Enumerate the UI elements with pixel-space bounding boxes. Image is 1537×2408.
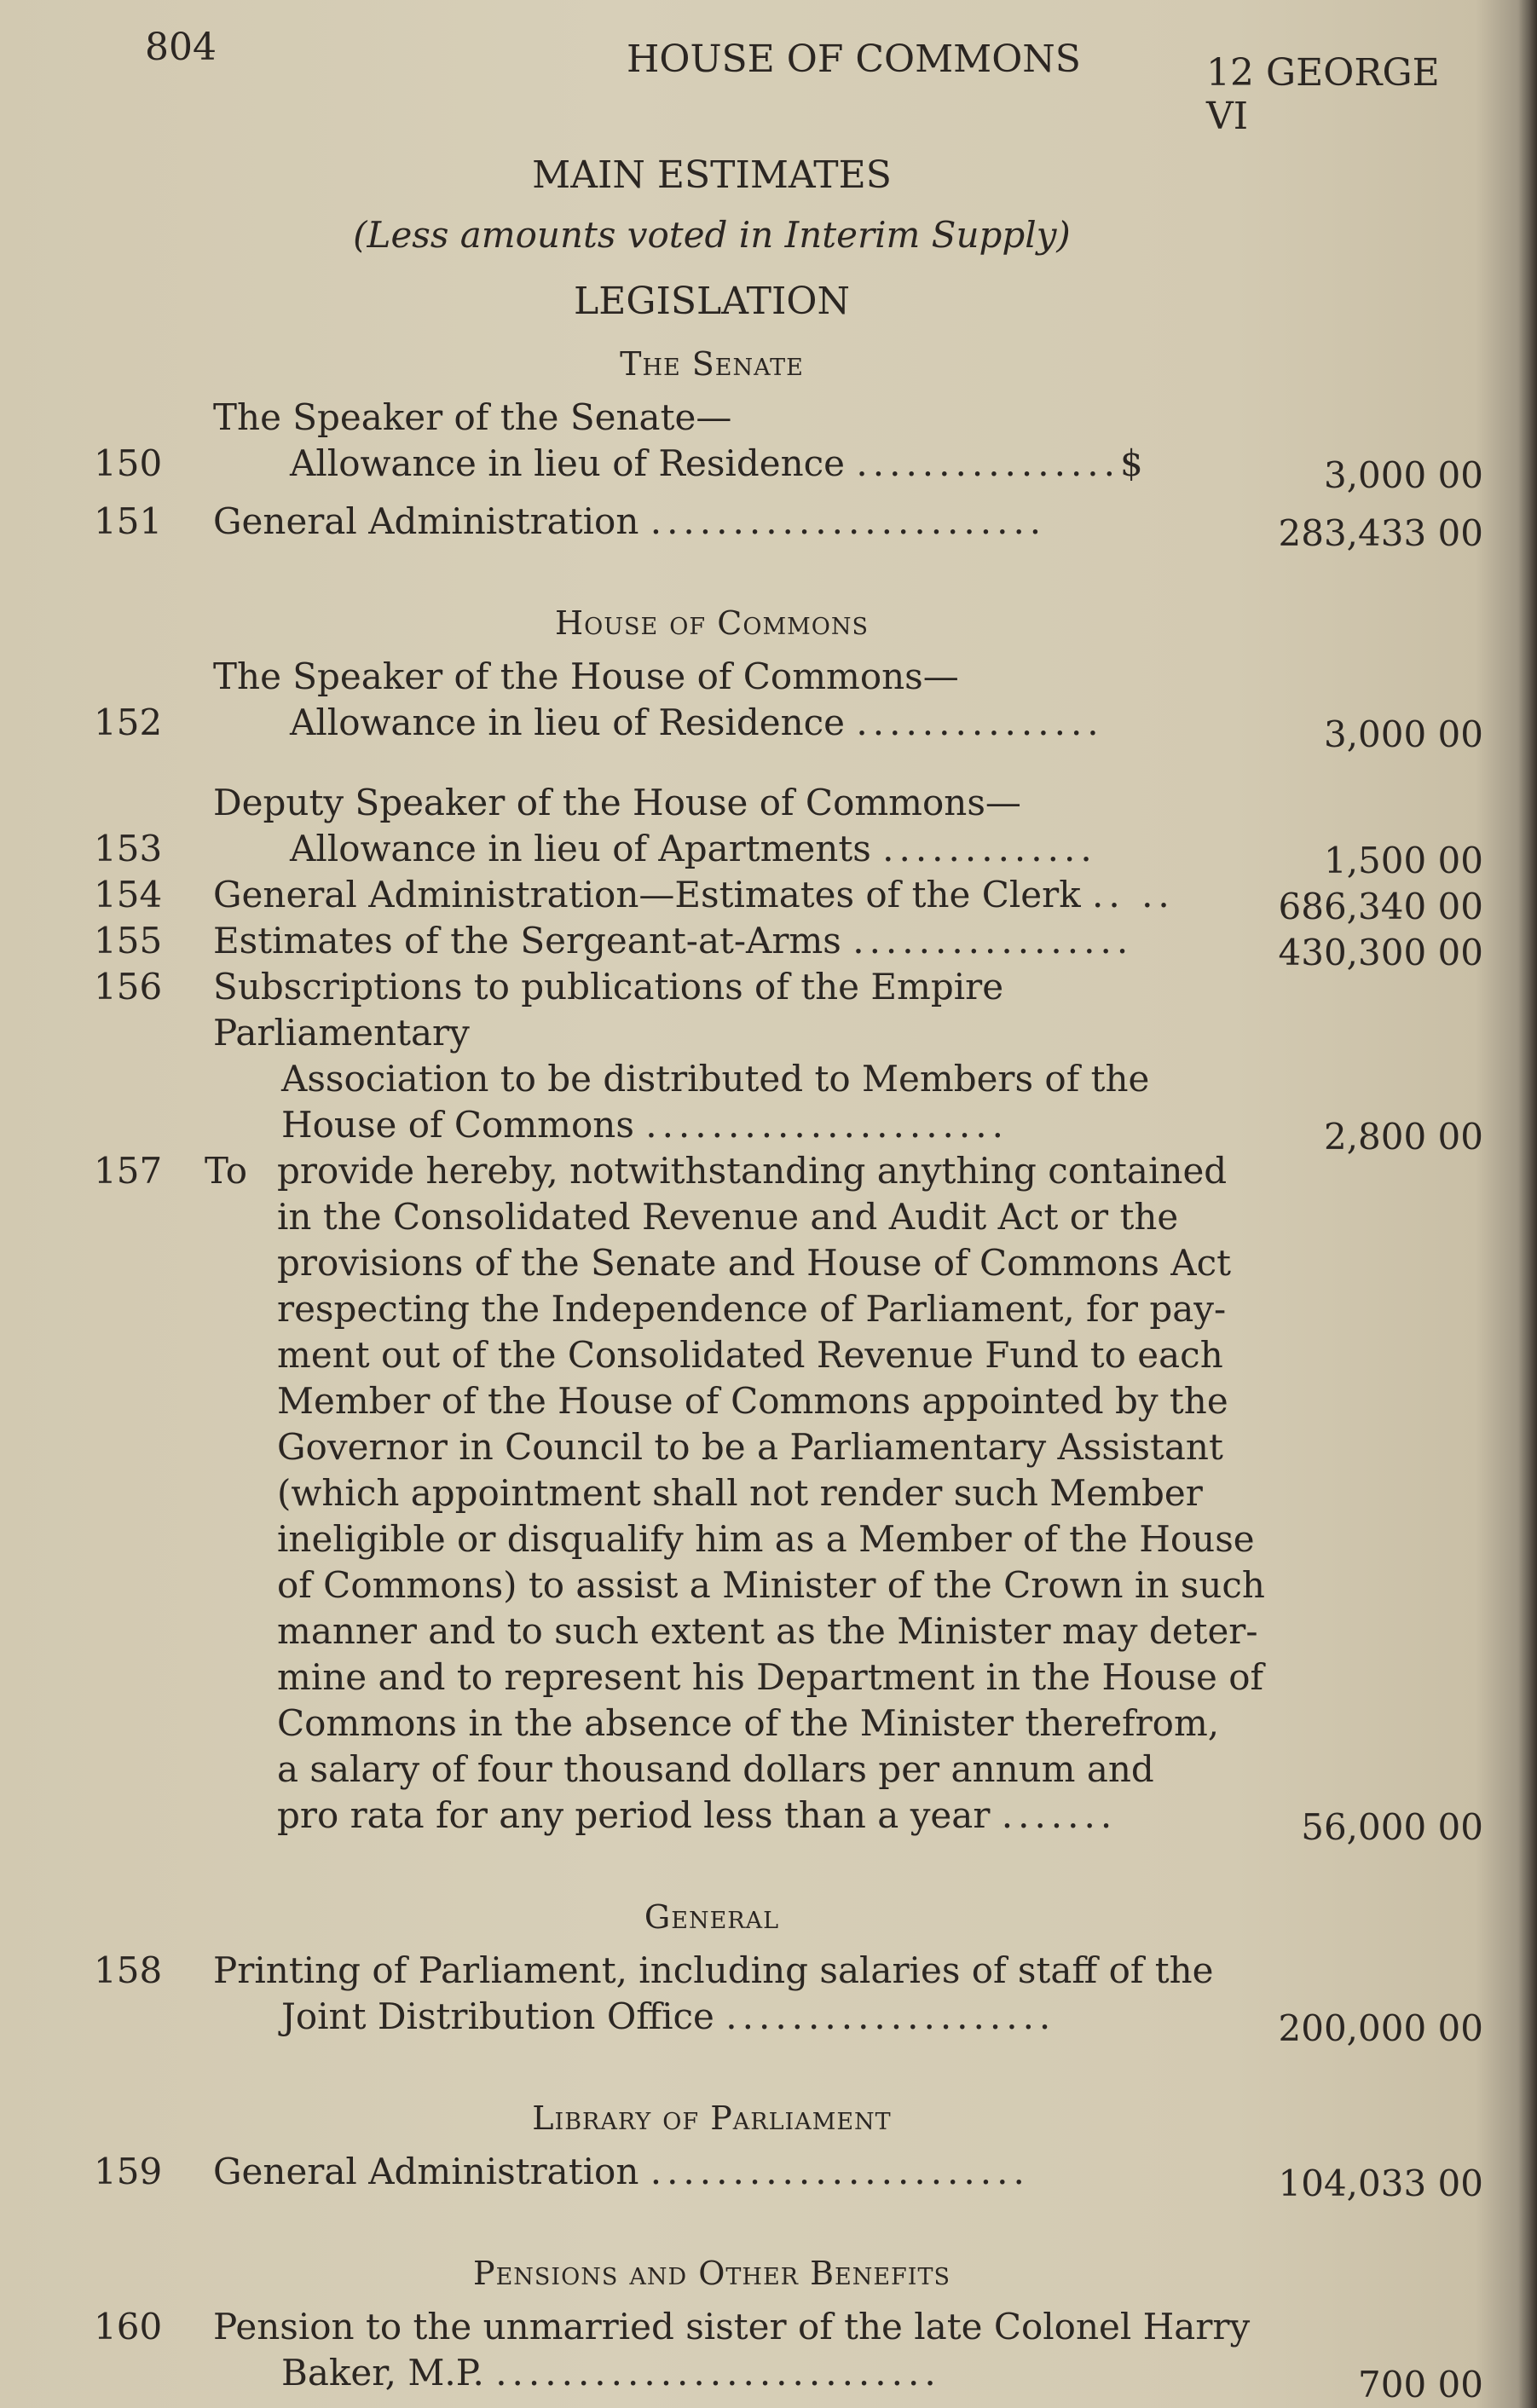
item-description: Pension to the unmarried sister of the late Colonel Harry	[213, 2306, 1251, 2347]
item-amount: 3,000 00	[1323, 713, 1483, 755]
item-line: of Commons) to assist a Minister of the Crown in such	[277, 1564, 1265, 1606]
item-amount: 104,033 00	[1278, 2163, 1483, 2204]
item-amount: 56,000 00	[1301, 1806, 1483, 1848]
subtitle: (Less amounts voted in Interim Supply)	[353, 214, 1071, 256]
item-description: General Administration	[213, 2151, 639, 2192]
senate-speaker-heading: The Speaker of the Senate—	[213, 396, 732, 438]
item-description: Allowance in lieu of Residence	[290, 702, 846, 743]
running-header	[94, 26, 1483, 138]
item-line: (which appointment shall not render such Member	[277, 1472, 1203, 1514]
leader-dots: ................$	[856, 442, 1148, 484]
estimate-item-153	[94, 826, 1483, 881]
item-amount: 200,000 00	[1278, 2007, 1483, 2049]
item-amount: 283,433 00	[1278, 512, 1483, 554]
item-amount: 3,000 00	[1323, 454, 1483, 496]
leader-dots: ......................	[645, 1104, 1008, 1146]
item-line: provide hereby, notwithstanding anything contained	[277, 1150, 1228, 1192]
section-title: LEGISLATION	[574, 280, 850, 323]
main-title: MAIN ESTIMATES	[532, 153, 892, 197]
item-description: General Administration—Estimates of the Clerk	[213, 874, 1081, 915]
item-number: 155	[94, 920, 163, 961]
item-number: 150	[94, 442, 163, 484]
subsection-senate: The Senate	[620, 345, 804, 383]
subsection-library: Library of Parliament	[532, 2099, 892, 2137]
item-number: 159	[94, 2151, 163, 2192]
item-description: Association to be distributed to Members of the	[281, 1058, 1150, 1100]
leader-dots: .............	[882, 828, 1097, 869]
item-line: ment out of the Consolidated Revenue Fund to each	[277, 1334, 1223, 1376]
estimate-item-156-line-1	[94, 964, 1483, 1056]
leader-dots: ........................	[650, 500, 1047, 542]
leader-dots: .......	[1001, 1794, 1118, 1836]
estimate-item-157	[94, 1148, 1483, 1848]
page-binding-shadow	[1518, 0, 1537, 2408]
item-description: General Administration	[213, 500, 639, 542]
item-description: Baker, M.P.	[281, 2352, 484, 2394]
estimate-item-152	[94, 700, 1483, 755]
item-line: Commons in the absence of the Minister therefrom,	[277, 1702, 1220, 1744]
item-number: 151	[94, 500, 163, 542]
item-number: 154	[94, 874, 163, 915]
item-line: respecting the Independence of Parliament, for pay-	[277, 1288, 1227, 1330]
item-amount: 430,300 00	[1278, 932, 1483, 973]
item-description: Joint Distribution Office	[281, 1995, 714, 2037]
item-number: 158	[94, 1949, 163, 1991]
item-line: Governor in Council to be a Parliamentary Assistant	[277, 1426, 1223, 1468]
item-line: in the Consolidated Revenue and Audit Act or the	[277, 1196, 1179, 1238]
item-first-word: To	[205, 1150, 248, 1192]
item-description: Allowance in lieu of Apartments	[290, 828, 871, 869]
leader-dots: ...............	[856, 702, 1104, 743]
subsection-pensions: Pensions and Other Benefits	[473, 2255, 951, 2292]
running-session: 12 GEORGE VI	[1206, 51, 1440, 138]
commons-speaker-heading: The Speaker of the House of Commons—	[213, 655, 959, 697]
leader-dots: .......................	[650, 2151, 1030, 2192]
item-number: 157	[94, 1150, 163, 1192]
item-line: mine and to represent his Department in the House of	[277, 1656, 1264, 1698]
page-content	[94, 26, 1483, 2405]
item-number: 152	[94, 702, 163, 743]
leader-dots: ....................	[725, 1995, 1056, 2037]
page-number: 804	[145, 26, 217, 69]
item-amount: 686,340 00	[1278, 886, 1483, 927]
estimate-item-151	[94, 499, 1483, 554]
item-line: a salary of four thousand dollars per annum and	[277, 1748, 1154, 1790]
estimate-item-160-line-2	[94, 2350, 1483, 2405]
deputy-speaker-heading: Deputy Speaker of the House of Commons—	[213, 782, 1021, 823]
estimate-item-158-line-2	[94, 1994, 1483, 2049]
item-number: 156	[94, 966, 163, 1008]
item-description: Printing of Parliament, including salaries of staff of the	[213, 1949, 1214, 1991]
leader-dots: .. ..	[1092, 874, 1175, 915]
estimate-item-158-line-1	[94, 1948, 1483, 1994]
leader-dots: .................	[852, 920, 1134, 961]
item-line: manner and to such extent as the Minister may deter-	[277, 1610, 1258, 1652]
item-line: provisions of the Senate and House of Commons Act	[277, 1242, 1232, 1284]
estimate-item-156-line-2	[94, 1056, 1483, 1102]
estimate-item-154	[94, 872, 1483, 927]
item-amount: 700 00	[1358, 2364, 1483, 2405]
item-line: pro rata for any period less than a year	[277, 1794, 991, 1836]
subsection-commons: House of Commons	[554, 604, 870, 642]
leader-dots: ...........................	[495, 2352, 941, 2394]
running-title: HOUSE OF COMMONS	[627, 38, 1081, 81]
estimate-item-160-line-1	[94, 2304, 1483, 2350]
item-number: 153	[94, 828, 163, 869]
item-157-lines	[277, 1148, 1274, 1839]
estimate-item-156-line-3	[94, 1102, 1483, 1158]
item-amount: 1,500 00	[1323, 840, 1483, 881]
item-number: 160	[94, 2306, 163, 2347]
item-description: Allowance in lieu of Residence	[290, 442, 846, 484]
item-description: Estimates of the Sergeant-at-Arms	[213, 920, 841, 961]
item-line: ineligible or disqualify him as a Member of the House	[277, 1518, 1255, 1560]
estimate-item-150	[94, 441, 1483, 496]
item-description: House of Commons	[281, 1104, 634, 1146]
item-description: Subscriptions to publications of the Empire Parliamentary	[213, 966, 1004, 1054]
subsection-general: General	[644, 1898, 780, 1936]
estimate-item-159	[94, 2149, 1483, 2204]
item-amount: 2,800 00	[1323, 1116, 1483, 1158]
estimate-item-155	[94, 918, 1483, 973]
item-line: Member of the House of Commons appointed by the	[277, 1380, 1228, 1422]
